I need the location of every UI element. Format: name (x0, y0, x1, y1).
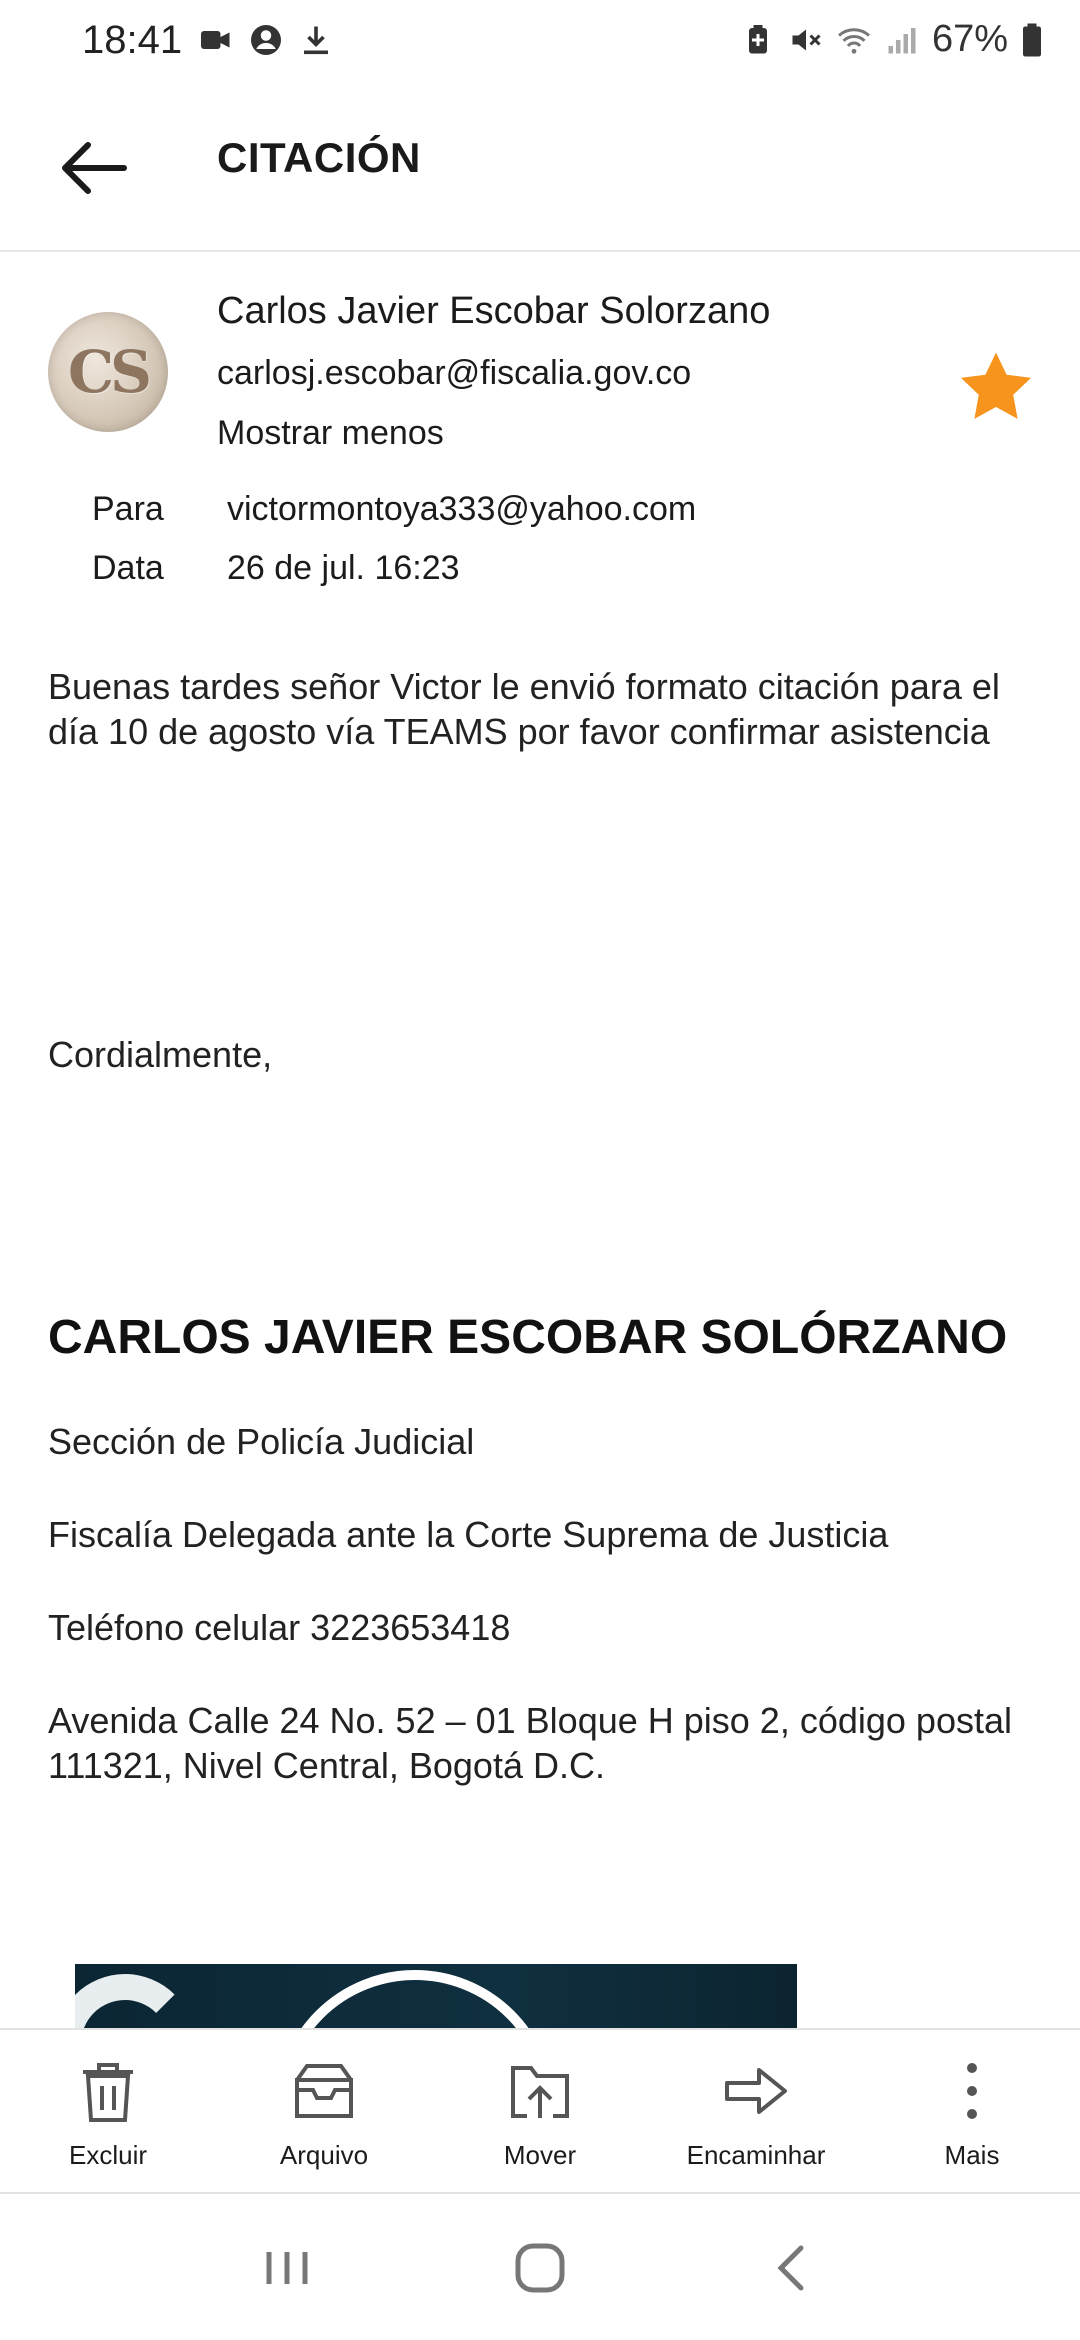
star-button[interactable] (958, 350, 1034, 422)
signature-phone: Teléfono celular 3223653418 (48, 1607, 511, 1648)
system-nav-bar (0, 2196, 1080, 2340)
delete-label: Excluir (68, 2140, 147, 2170)
mute-icon (788, 22, 824, 58)
signature-logo-image (75, 1964, 797, 2030)
app-bar (0, 84, 1080, 252)
signature-address: Avenida Calle 24 No. 52 – 01 Bloque H piso 2, código postal 111321, Nivel Central, Bogotá D.C. (48, 1700, 1012, 1786)
account-circle-icon (248, 22, 284, 58)
forward-label: Encaminhar (686, 2140, 826, 2170)
archive-button[interactable] (216, 2030, 432, 2192)
sender-name: Carlos Javier Escobar Solorzano (217, 290, 771, 332)
more-label: Mais (944, 2140, 1000, 2170)
arrow-left-icon (58, 140, 128, 196)
sender-email[interactable]: carlosj.escobar@fiscalia.gov.co (217, 354, 692, 392)
recents-icon (257, 2238, 317, 2298)
back-button[interactable] (48, 130, 138, 206)
home-icon (510, 2238, 570, 2298)
message-body: Buenas tardes señor Victor le envió formato citación para el día 10 de agosto vía TEAMS por favor confirmar asistencia (48, 666, 1000, 752)
show-less-link[interactable]: Mostrar menos (217, 414, 444, 452)
status-time: 18:41 (82, 18, 183, 62)
back-icon (763, 2238, 823, 2298)
action-bar (0, 2028, 1080, 2194)
move-label: Mover (503, 2140, 577, 2170)
to-label: Para (92, 490, 164, 528)
battery-icon (1020, 22, 1044, 58)
to-value[interactable]: victormontoya333@yahoo.com (227, 490, 697, 528)
status-right-icons (740, 18, 1044, 61)
signature-name: CARLOS JAVIER ESCOBAR SOLÓRZANO (48, 1311, 1008, 1364)
forward-button[interactable] (648, 2030, 864, 2192)
date-label: Data (92, 549, 164, 587)
delete-button[interactable] (0, 2030, 216, 2192)
signature-office: Fiscalía Delegada ante la Corte Suprema de Justicia (48, 1514, 889, 1555)
more-button[interactable] (864, 2030, 1080, 2192)
home-button[interactable] (495, 2223, 585, 2313)
page-title: CITACIÓN (217, 134, 421, 181)
move-button[interactable] (432, 2030, 648, 2192)
recents-button[interactable] (242, 2223, 332, 2313)
more-vertical-icon (937, 2056, 1007, 2126)
signature-section: Sección de Policía Judicial (48, 1421, 475, 1462)
status-left-icons (198, 22, 334, 58)
wifi-icon (836, 22, 872, 58)
download-icon (298, 22, 334, 58)
message-closing: Cordialmente, (48, 1034, 273, 1075)
archive-label: Arquivo (279, 2140, 369, 2170)
date-value: 26 de jul. 16:23 (227, 549, 460, 587)
avatar-initials: CS (67, 338, 149, 406)
battery-saver-icon (740, 22, 776, 58)
star-icon (958, 350, 1034, 422)
battery-percent: 67% (931, 18, 1008, 60)
forward-arrow-icon (721, 2056, 791, 2126)
archive-icon (289, 2056, 359, 2126)
video-icon (198, 22, 234, 58)
signal-icon (884, 22, 920, 58)
avatar[interactable] (48, 312, 168, 432)
trash-icon (73, 2056, 143, 2126)
move-folder-icon (505, 2056, 575, 2126)
status-bar (0, 0, 1080, 84)
nav-back-button[interactable] (748, 2223, 838, 2313)
